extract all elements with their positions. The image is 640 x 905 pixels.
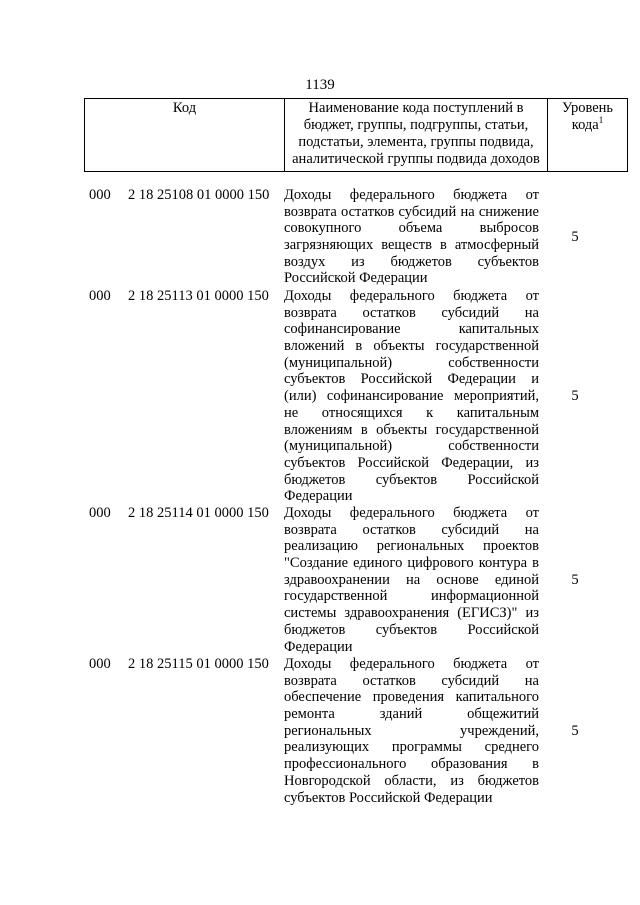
row-name-line: загрязняющих веществ в атмосферный xyxy=(284,237,539,254)
row-name-line: ремонта зданий общежитий xyxy=(284,706,539,723)
row-name-line: (или) софинансирование мероприятий, xyxy=(284,388,539,405)
row-name-line: Доходы федерального бюджета от xyxy=(284,505,539,521)
row-name-line: вложениям в объекты государственной xyxy=(284,421,539,438)
row-level: 5 xyxy=(571,388,579,404)
row-name-line: (муниципальной) собственности xyxy=(284,438,539,455)
row-prefix: 000 xyxy=(89,656,111,672)
row-name-line: государственной информационной xyxy=(284,588,539,605)
row-name-line: профессионального образования в xyxy=(284,756,539,773)
row-name-line: Федерации xyxy=(284,488,353,505)
row-name-line: не относящихся к капитальным xyxy=(284,404,539,421)
header-name-line: бюджет, группы, подгруппы, статьи, xyxy=(303,117,529,133)
row-code: 2 18 25113 01 0000 150 xyxy=(128,288,269,304)
row-name-line: вложений в объекты государственной xyxy=(284,338,539,355)
row-level: 5 xyxy=(571,723,579,739)
row-name xyxy=(284,187,539,287)
row-level: 5 xyxy=(571,229,579,245)
header-name-line: аналитической группы подвида доходов xyxy=(292,151,540,167)
page-number: 1139 xyxy=(305,77,335,93)
row-name-line: воздух из бюджетов субъектов xyxy=(284,253,539,270)
header-level-line: Уровень xyxy=(561,100,614,116)
row-name-line: Доходы федерального бюджета от xyxy=(284,187,539,203)
row-prefix: 000 xyxy=(89,187,111,203)
row-name-line: бюджетов субъектов Российской xyxy=(284,621,539,638)
header-level xyxy=(548,99,628,172)
row-name-line: субъектов Российской Федерации, из xyxy=(284,454,539,471)
row-name-line: Российской Федерации xyxy=(284,270,428,287)
row-name-line: возврата остатков субсидий на xyxy=(284,521,539,538)
row-name-line: Новгородской области, из бюджетов xyxy=(284,772,539,789)
header-code: Код xyxy=(85,99,285,172)
header-name xyxy=(285,99,548,172)
row-name-line: возврата остатков субсидий на xyxy=(284,304,539,321)
row-name-line: системы здравоохранения (ЕГИСЗ)" из xyxy=(284,605,539,622)
footnote-mark: 1 xyxy=(598,115,604,126)
row-name-line: субъектов Российской Федерации xyxy=(284,789,493,806)
row-code: 2 18 25108 01 0000 150 xyxy=(128,187,270,203)
row-name-line: возврата остатков субсидий на xyxy=(284,672,539,689)
header-name-line: Наименование кода поступлений в xyxy=(308,100,524,116)
row-code: 2 18 25114 01 0000 150 xyxy=(128,505,269,521)
row-name-line: реализацию региональных проектов xyxy=(284,538,539,555)
row-name-line: (муниципальной) собственности xyxy=(284,354,539,371)
row-name xyxy=(284,656,539,806)
row-name-line: Федерации xyxy=(284,638,353,655)
row-name-line: региональных учреждений, xyxy=(284,722,539,739)
row-code: 2 18 25115 01 0000 150 xyxy=(128,656,269,672)
row-name xyxy=(284,505,539,655)
row-name-line: обеспечение проведения капитального xyxy=(284,689,539,706)
header-name-line: подстатьи, элемента, группы подвида, xyxy=(298,134,534,150)
header-level-line: кода$^1$ xyxy=(571,115,604,133)
table-header xyxy=(84,98,628,172)
row-name-line: "Создание единого цифрового контура в xyxy=(284,555,539,572)
row-level: 5 xyxy=(571,572,579,588)
row-prefix: 000 xyxy=(89,288,111,304)
row-name-line: совокупного объема выбросов xyxy=(284,220,539,237)
row-name xyxy=(284,288,539,505)
row-name-line: Доходы федерального бюджета от xyxy=(284,656,539,672)
row-name-line: здравоохранении на основе единой xyxy=(284,571,539,588)
row-name-line: реализующих программы среднего xyxy=(284,739,539,756)
row-name-line: возврата остатков субсидий на снижение xyxy=(284,203,539,220)
row-name-line: субъектов Российской Федерации и xyxy=(284,371,539,388)
row-name-line: Доходы федерального бюджета от xyxy=(284,288,539,304)
row-prefix: 000 xyxy=(89,505,111,521)
row-name-line: бюджетов субъектов Российской xyxy=(284,471,539,488)
row-name-line: софинансирование капитальных xyxy=(284,321,539,338)
